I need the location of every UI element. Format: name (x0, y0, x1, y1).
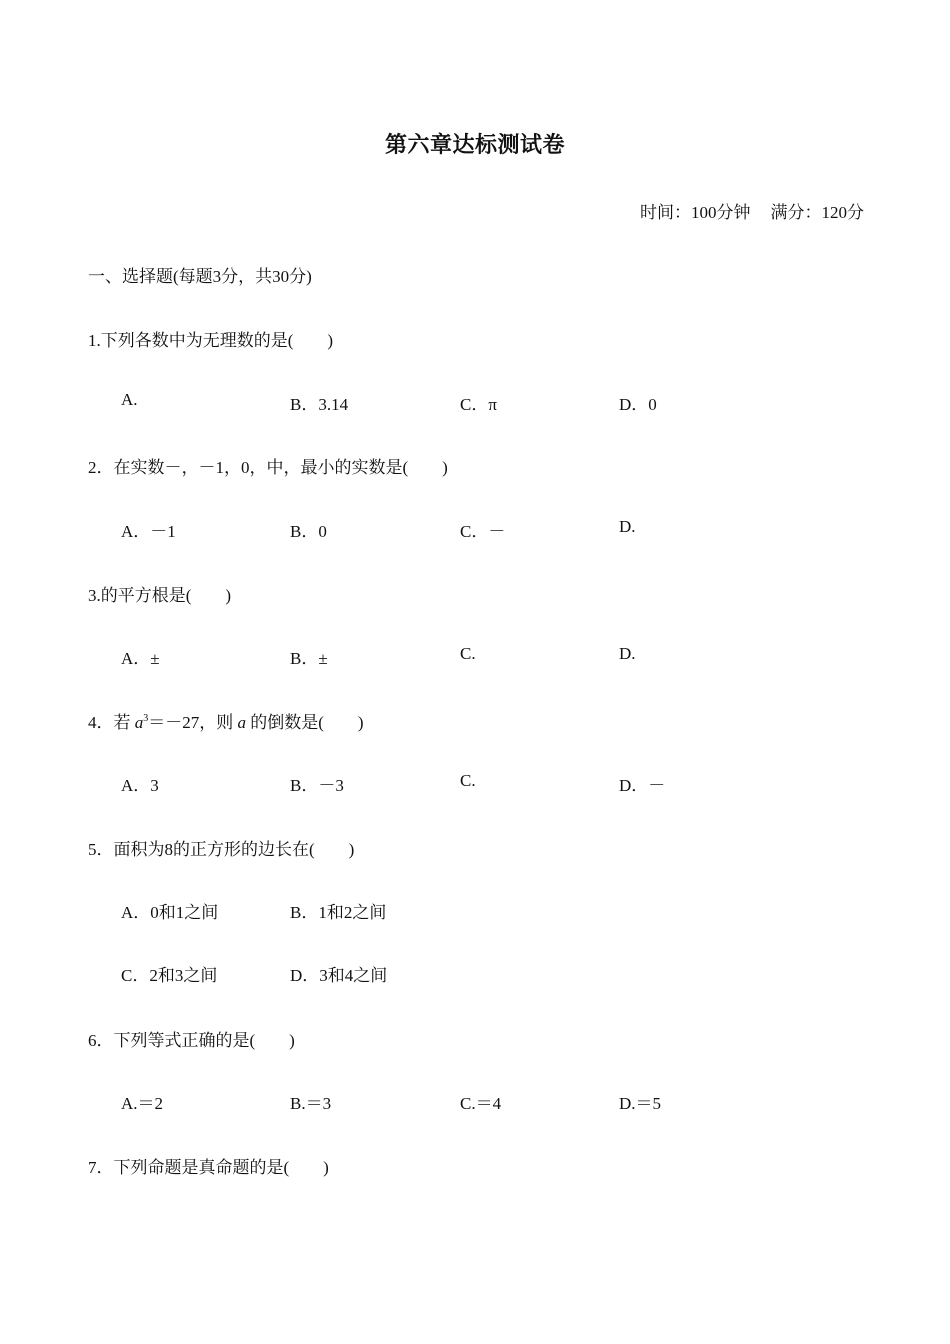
question-6-option-b: B.＝3 (290, 1094, 332, 1113)
question-1-options (0, 390, 950, 414)
question-2-option-a: A．－1 (121, 522, 176, 541)
question-4-variable-2: a (237, 713, 246, 732)
question-4-options (0, 771, 950, 795)
question-5-options-row-1 (0, 898, 950, 922)
question-4-option-c: C. (460, 771, 476, 790)
exam-score: 满分：120分 (770, 203, 864, 222)
question-1-option-b: B．3.14 (290, 395, 349, 414)
question-4-option-d: D．－ (619, 776, 666, 795)
question-6-option-c: C.＝4 (460, 1094, 502, 1113)
question-4-stem-prefix: 4．若 (88, 713, 135, 732)
question-6-stem: 6．下列等式正确的是( ) (88, 1031, 295, 1050)
question-5-option-c: C．2和3之间 (121, 966, 218, 985)
exam-time: 时间：100分钟 (640, 203, 751, 222)
question-4-variable: a (134, 713, 144, 732)
question-5-option-d: D．3和4之间 (290, 966, 388, 985)
question-4-stem-mid: ＝－27，则 (148, 713, 238, 732)
question-3-option-b: B．± (290, 649, 328, 668)
question-7-stem: 7．下列命题是真命题的是( ) (88, 1158, 329, 1177)
question-6-option-d: D.＝5 (619, 1094, 662, 1113)
question-1-option-d: D．0 (619, 395, 657, 414)
question-1-option-c: C．π (460, 395, 497, 414)
question-2-option-c: C．－ (460, 522, 506, 541)
question-6-options (0, 1089, 950, 1113)
question-4-option-a: A．3 (121, 776, 159, 795)
section-heading: 一、选择题(每题3分，共30分) (88, 267, 312, 286)
question-5-option-b: B．1和2之间 (290, 903, 387, 922)
question-3-options (0, 644, 950, 668)
question-3-option-a: A．± (121, 649, 160, 668)
question-5-option-a: A．0和1之间 (121, 903, 219, 922)
question-5-stem: 5．面积为8的正方形的边长在( ) (88, 840, 355, 859)
question-4-stem (88, 708, 364, 733)
question-4-option-b: B．－3 (290, 776, 344, 795)
question-2-option-d: D. (619, 517, 636, 536)
question-3-stem: 3.的平方根是( ) (88, 586, 232, 605)
question-3-option-c: C. (460, 644, 476, 663)
question-2-option-b: B．0 (290, 522, 327, 541)
question-4-stem-suffix: 的倒数是( ) (246, 713, 364, 732)
question-3-option-d: D. (619, 644, 636, 663)
question-4-exponent: 3 (143, 713, 149, 724)
exam-title: 第六章达标测试卷 (384, 132, 565, 157)
question-1-stem: 1.下列各数中为无理数的是( ) (88, 331, 334, 350)
question-5-options-row-2 (0, 961, 950, 985)
exam-meta (640, 198, 864, 223)
question-2-stem: 2．在实数－，－1，0，中，最小的实数是( ) (88, 458, 448, 477)
question-1-option-a: A. (121, 390, 138, 409)
question-2-options (0, 517, 950, 541)
question-6-option-a: A.＝2 (121, 1094, 164, 1113)
